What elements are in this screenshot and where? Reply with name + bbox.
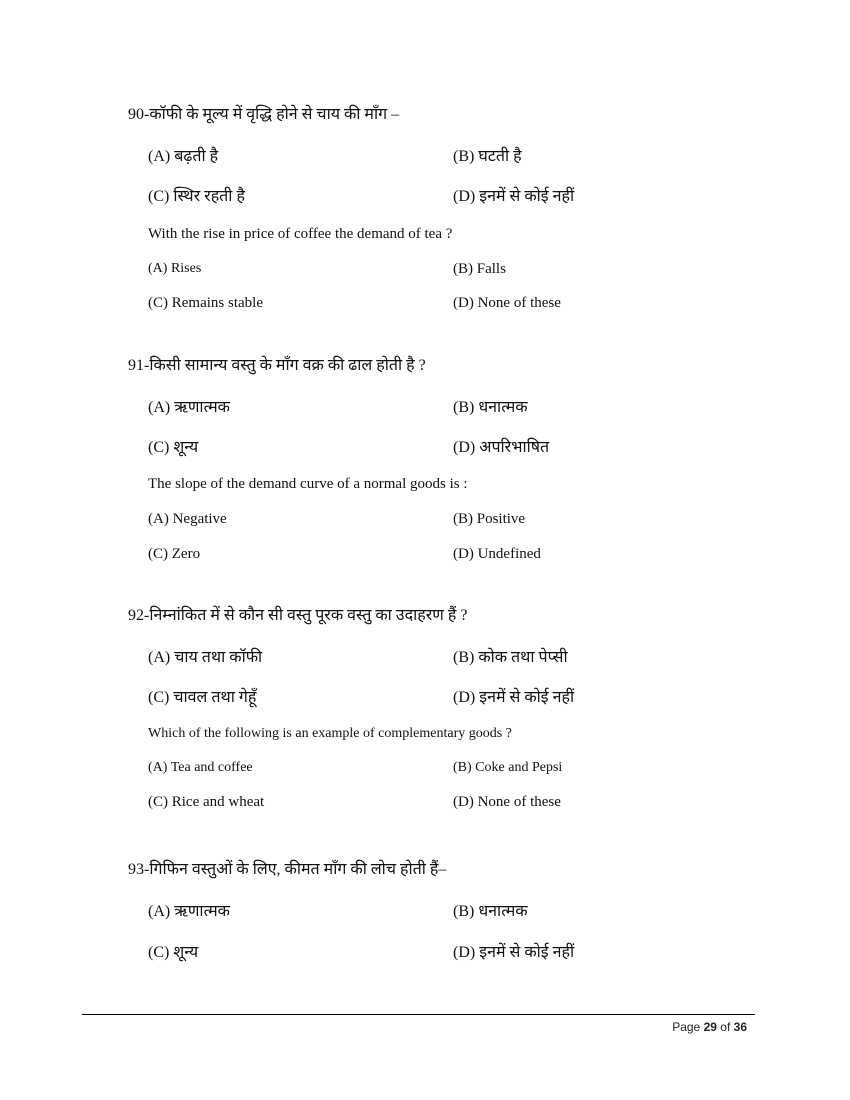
option-d-english	[453, 295, 561, 312]
option-label: (A)	[148, 148, 171, 165]
option-label: (A)	[148, 760, 168, 775]
option-label: (A)	[148, 261, 168, 276]
option-label: (B)	[453, 760, 472, 775]
option-b-english	[453, 511, 525, 528]
option-a-hindi	[148, 899, 230, 921]
option-label: (A)	[148, 649, 171, 666]
option-c-hindi	[148, 685, 256, 707]
question-number: 92-	[128, 607, 150, 624]
option-d-hindi	[453, 184, 574, 206]
option-b-english	[453, 760, 562, 776]
option-text: घटती है	[478, 148, 522, 165]
option-text: Positive	[476, 511, 526, 527]
option-text: Zero	[171, 546, 201, 562]
option-text: None of these	[477, 295, 561, 311]
question-text: कॉफी के मूल्य में वृद्धि होने से चाय की माँग –	[149, 106, 400, 123]
option-label: (D)	[453, 546, 474, 562]
option-text: शून्य	[173, 439, 199, 456]
option-text: Undefined	[477, 546, 541, 562]
option-b-english	[453, 261, 506, 278]
question-text: किसी सामान्य वस्तु के माँग वक्र की ढाल होती है ?	[149, 357, 426, 374]
option-text: इनमें से कोई नहीं	[479, 944, 575, 961]
option-d-hindi	[453, 435, 549, 457]
option-label: (B)	[453, 148, 475, 165]
total-pages: 36	[733, 1020, 747, 1034]
question-91-hindi	[128, 353, 426, 375]
option-a-hindi	[148, 645, 262, 667]
option-d-hindi	[453, 940, 574, 962]
option-c-english	[148, 546, 200, 563]
option-c-hindi	[148, 184, 245, 206]
option-label: (B)	[453, 399, 475, 416]
option-c-hindi	[148, 940, 198, 962]
option-label: (A)	[148, 903, 171, 920]
option-label: (D)	[453, 944, 476, 961]
option-text: ऋणात्मक	[174, 399, 230, 416]
option-text: अपरिभाषित	[479, 439, 550, 456]
option-text: Coke and Pepsi	[475, 760, 563, 775]
option-text: शून्य	[173, 944, 199, 961]
option-text: Tea and coffee	[170, 760, 253, 775]
option-text: Remains stable	[171, 295, 263, 311]
question-93-hindi	[128, 857, 446, 879]
option-d-english	[453, 794, 561, 811]
option-label: (B)	[453, 511, 473, 527]
option-label: (D)	[453, 439, 476, 456]
page-word: Page	[672, 1020, 701, 1034]
question-number: 93-	[128, 861, 150, 878]
option-label: (A)	[148, 399, 171, 416]
option-label: (C)	[148, 794, 168, 810]
question-number: 91-	[128, 357, 150, 374]
option-text: चावल तथा गेहूँ	[173, 689, 257, 706]
option-text: Negative	[172, 511, 227, 527]
option-c-hindi	[148, 435, 198, 457]
option-label: (C)	[148, 188, 170, 205]
question-number: 90-	[128, 106, 150, 123]
option-label: (B)	[453, 903, 475, 920]
option-label: (D)	[453, 188, 476, 205]
question-90-hindi	[128, 102, 399, 124]
option-label: (D)	[453, 794, 474, 810]
option-label: (C)	[148, 944, 170, 961]
option-a-hindi	[148, 144, 218, 166]
option-text: चाय तथा कॉफी	[174, 649, 263, 666]
option-text: इनमें से कोई नहीं	[479, 188, 575, 205]
option-c-english	[148, 794, 264, 811]
question-92-english: Which of the following is an example of complementary goods ?	[148, 726, 512, 741]
option-label: (B)	[453, 261, 473, 277]
option-text: Rises	[170, 261, 202, 276]
option-label: (C)	[148, 689, 170, 706]
option-b-hindi	[453, 645, 568, 667]
option-text: इनमें से कोई नहीं	[479, 689, 575, 706]
question-text: निम्नांकित में से कौन सी वस्तु पूरक वस्तु का उदाहरण हैं ?	[149, 607, 468, 624]
question-92-hindi	[128, 603, 467, 625]
option-text: धनात्मक	[478, 399, 528, 416]
page-footer	[672, 1020, 747, 1034]
option-label: (C)	[148, 295, 168, 311]
option-a-english	[148, 511, 227, 528]
option-label: (C)	[148, 439, 170, 456]
option-c-english	[148, 295, 263, 312]
question-90-english: With the rise in price of coffee the demand of tea ?	[148, 226, 453, 242]
option-a-english	[148, 760, 253, 776]
option-label: (D)	[453, 689, 476, 706]
option-text: ऋणात्मक	[174, 903, 230, 920]
option-b-hindi	[453, 395, 528, 417]
option-b-hindi	[453, 144, 522, 166]
current-page-number: 29	[703, 1020, 717, 1034]
option-text: धनात्मक	[478, 903, 528, 920]
option-text: Rice and wheat	[171, 794, 265, 810]
option-text: स्थिर रहती है	[173, 188, 245, 205]
option-text: None of these	[477, 794, 561, 810]
option-a-english	[148, 261, 201, 277]
option-d-hindi	[453, 685, 574, 707]
option-label: (D)	[453, 295, 474, 311]
option-text: कोक तथा पेप्सी	[478, 649, 568, 666]
question-91-english: The slope of the demand curve of a normal goods is :	[148, 476, 468, 492]
option-label: (C)	[148, 546, 168, 562]
option-label: (B)	[453, 649, 475, 666]
of-word: of	[720, 1020, 731, 1034]
question-text: गिफिन वस्तुओं के लिए, कीमत माँग की लोच होती हैं–	[149, 861, 447, 878]
option-b-hindi	[453, 899, 528, 921]
option-label: (A)	[148, 511, 169, 527]
option-text: बढ़ती है	[174, 148, 219, 165]
option-d-english	[453, 546, 541, 563]
footer-divider	[82, 1014, 755, 1015]
option-text: Falls	[476, 261, 506, 277]
option-a-hindi	[148, 395, 230, 417]
